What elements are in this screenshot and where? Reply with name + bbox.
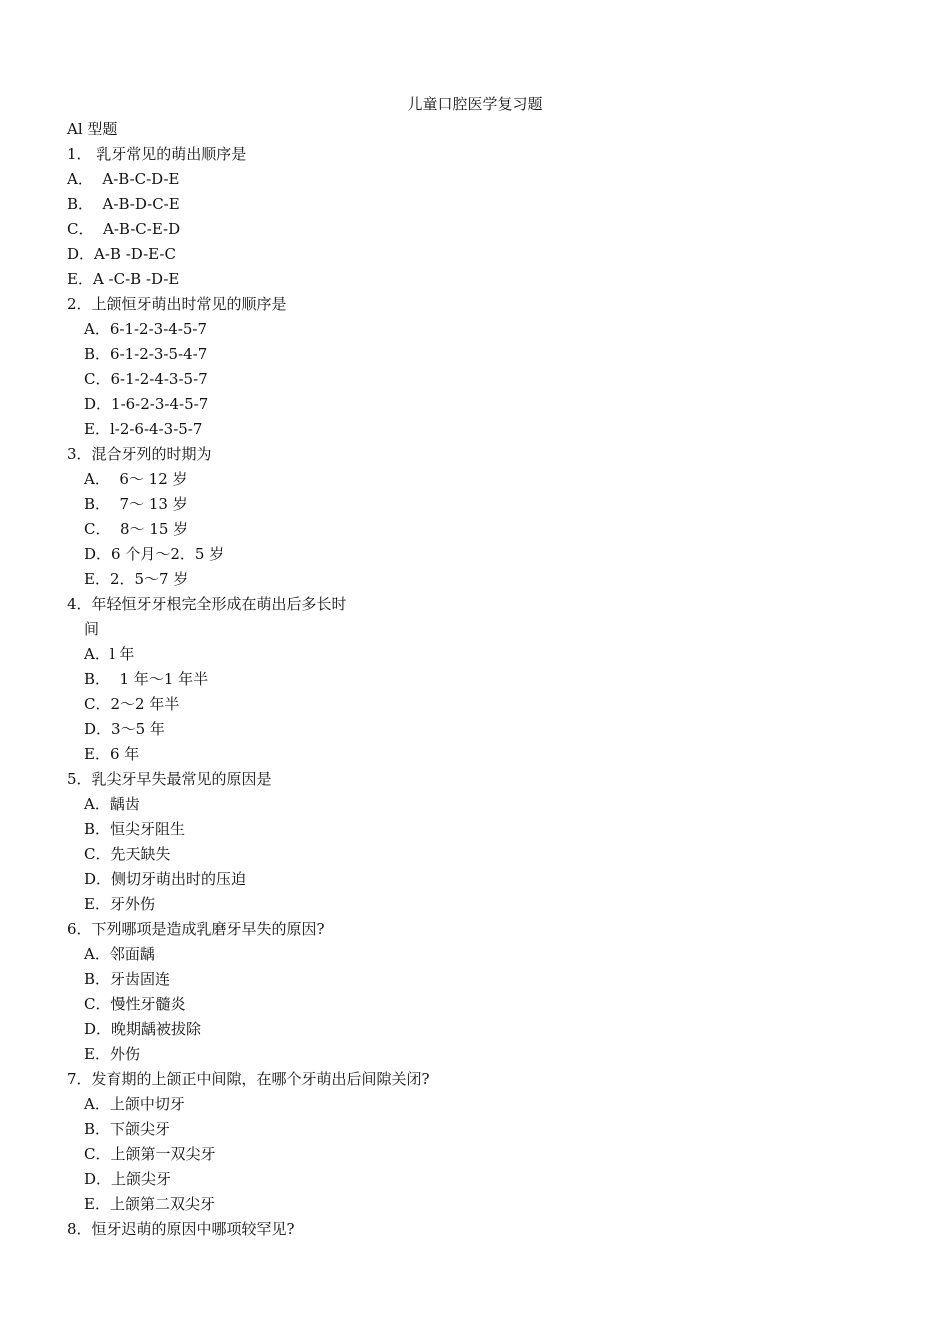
question-6-option-d: D．晚期龋被拔除: [84, 1020, 202, 1038]
document-title: 儿童口腔医学复习题: [407, 95, 543, 113]
question-3-option-c: C． 8～ 15 岁: [84, 520, 189, 538]
question-4-option-c: C．2～2 年半: [84, 695, 180, 713]
question-3-stem: 3．混合牙列的时期为: [67, 445, 212, 463]
question-1-option-c: C． A-B-C-E-D: [67, 220, 181, 238]
question-6-option-e: E．外伤: [84, 1045, 140, 1063]
question-6-option-c: C．慢性牙髓炎: [84, 995, 186, 1013]
question-4-option-e: E．6 年: [84, 745, 140, 763]
question-6-stem: 6．下列哪项是造成乳磨牙早失的原因?: [67, 920, 325, 938]
question-7-option-c: C．上颌第一双尖牙: [84, 1145, 216, 1163]
question-5-option-a: A．龋齿: [84, 795, 140, 813]
question-2-option-c: C．6-1-2-4-3-5-7: [84, 370, 208, 388]
question-4-option-a: A．l 年: [84, 645, 135, 663]
question-3-option-d: D．6 个月～2．5 岁: [84, 545, 225, 563]
question-8-stem: 8．恒牙迟萌的原因中哪项较罕见?: [67, 1220, 295, 1238]
question-6-option-a: A．邻面龋: [84, 945, 155, 963]
question-5-option-d: D．侧切牙萌出时的压迫: [84, 870, 247, 888]
question-7-option-b: B．下颌尖牙: [84, 1120, 171, 1138]
question-3-option-a: A． 6～ 12 岁: [84, 470, 188, 488]
question-4-stem: 4．年轻恒牙牙根完全形成在萌出后多长时: [67, 595, 347, 613]
question-2-option-e: E．l-2-6-4-3-5-7: [84, 420, 203, 438]
question-7-option-a: A．上颌中切牙: [84, 1095, 185, 1113]
question-4-option-d: D．3～5 年: [84, 720, 165, 738]
question-3-option-b: B． 7～ 13 岁: [84, 495, 188, 513]
question-5-option-e: E．牙外伤: [84, 895, 155, 913]
question-2-option-a: A．6-1-2-3-4-5-7: [84, 320, 208, 338]
question-6-option-b: B．牙齿固连: [84, 970, 171, 988]
question-5-stem: 5．乳尖牙早失最常见的原因是: [67, 770, 272, 788]
question-7-option-d: D．上颌尖牙: [84, 1170, 172, 1188]
question-2-option-b: B．6-1-2-3-5-4-7: [84, 345, 208, 363]
question-1-stem: 1． 乳牙常见的萌出顺序是: [67, 145, 247, 163]
question-5-option-b: B．恒尖牙阻生: [84, 820, 186, 838]
question-1-option-e: E．A -C-B -D-E: [67, 270, 180, 288]
question-list: [67, 117, 867, 1242]
question-1-option-d: D．A-B -D-E-C: [67, 245, 176, 263]
question-4-option-b: B． 1 年～1 年半: [84, 670, 209, 688]
question-3-option-e: E．2．5～7 岁: [84, 570, 189, 588]
question-2-stem: 2．上颌恒牙萌出时常见的顺序是: [67, 295, 287, 313]
question-7-stem: 7．发育期的上颌正中间隙，在哪个牙萌出后间隙关闭?: [67, 1070, 430, 1088]
question-2-option-d: D．1-6-2-3-4-5-7: [84, 395, 209, 413]
question-1-option-a: A． A-B-C-D-E: [67, 170, 180, 188]
question-7-option-e: E．上颌第二双尖牙: [84, 1195, 215, 1213]
question-4-stem-continuation: 间: [84, 620, 100, 638]
question-1-option-b: B． A-B-D-C-E: [67, 195, 180, 213]
section-heading: Al 型题: [67, 120, 118, 138]
question-5-option-c: C．先天缺失: [84, 845, 171, 863]
